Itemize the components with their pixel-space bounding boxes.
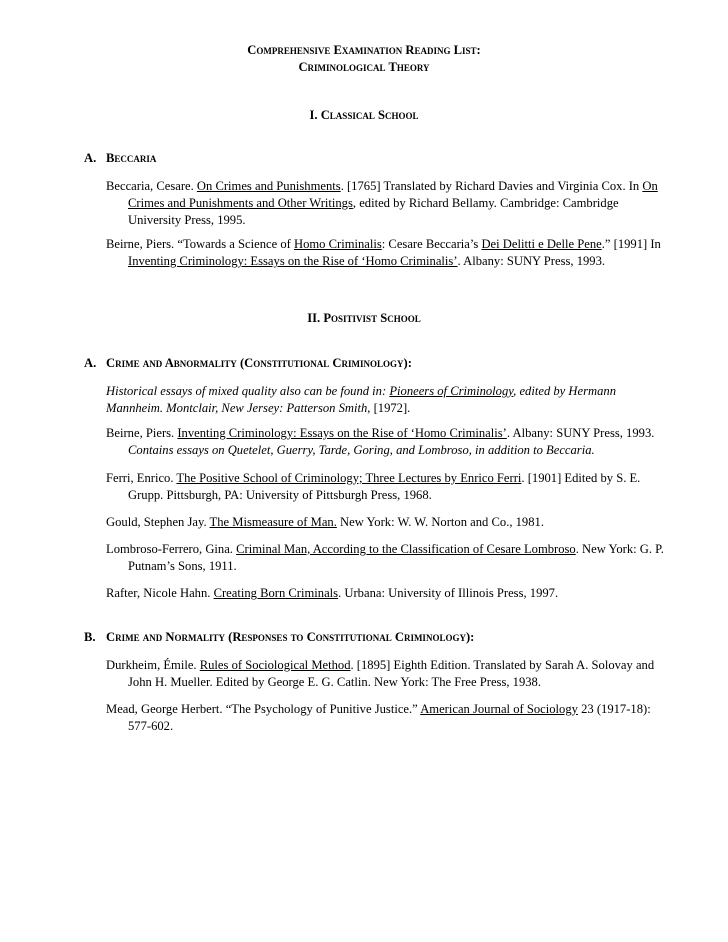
entry-text: , edited by Hermann Mannheim. Montclair, New Jersey: Patterson Smith,	[106, 384, 616, 415]
entry-text: Gould, Stephen Jay.	[106, 515, 210, 529]
entry-title: On Crimes and Punishments	[196, 179, 341, 193]
entry-text: Beirne, Piers. “Towards a Science of	[106, 237, 294, 251]
entry-title: Inventing Criminology: Essays on the Rise of ‘Homo Criminalis’	[177, 426, 507, 440]
entry-text: Mead, George Herbert. “The Psychology of Punitive Justice.”	[106, 702, 421, 716]
entry-text: . [1765] Translated by Richard Davies and Virginia Cox. In	[340, 179, 643, 193]
section-title: Crime and Abnormality (Constitutional Criminology):	[106, 356, 412, 370]
entry-text: Rafter, Nicole Hahn.	[106, 586, 214, 600]
entry-text: . Urbana: University of Illinois Press, 1997.	[338, 586, 559, 600]
entry-title: On Crimes and Punishments and Other Writings	[128, 179, 658, 210]
entry-text: .” [1991] In	[601, 237, 661, 251]
entry-text: . Albany: SUNY Press, 1993.	[506, 426, 655, 440]
bibliography-entry	[106, 657, 668, 691]
section-heading-beccaria	[84, 150, 156, 167]
entry-annotation: Contains essays on Quetelet, Guerry, Tarde, Goring, and Lombroso, in addition to Beccaria.	[128, 443, 595, 457]
entry-text: . [1895] Eighth Edition. Translated by Sarah A. Solovay and John H. Mueller. Edited by George E. G. Catlin. New York: The Free Press, 1938.	[128, 658, 655, 689]
bibliography-entry	[106, 178, 668, 229]
section-heading-crime-and-abnormality	[84, 355, 412, 372]
bibliography-entry	[106, 541, 668, 575]
entry-text: Lombroso-Ferrero, Gina.	[106, 542, 237, 556]
entry-text: Beirne, Piers.	[106, 426, 178, 440]
entry-title: Homo Criminalis	[293, 237, 382, 251]
entry-text: Beccaria, Cesare.	[106, 179, 197, 193]
bibliography-entry	[106, 236, 668, 270]
entry-text: Historical essays of mixed quality also can be found in:	[106, 384, 390, 398]
document-title-line-2: Criminological Theory	[298, 60, 430, 74]
bibliography-entry	[106, 585, 668, 602]
entry-title: Rules of Sociological Method	[199, 658, 351, 672]
bibliography-entry	[106, 470, 668, 504]
bibliography-note	[106, 383, 646, 417]
entry-title: Pioneers of Criminology	[389, 384, 514, 398]
entry-text: , edited by Richard Bellamy. Cambridge: Cambridge University Press, 1995.	[128, 196, 619, 227]
entry-title: The Positive School of Criminology; Three Lectures by Enrico Ferri	[176, 471, 522, 485]
section-heading-crime-and-normality	[84, 629, 474, 646]
document-title-line-1: Comprehensive Examination Reading List:	[247, 43, 481, 57]
entry-text: . Albany: SUNY Press, 1993.	[457, 254, 606, 268]
entry-text: . [1901] Edited by S. E. Grupp. Pittsburgh, PA: University of Pittsburgh Press, 1968.	[128, 471, 641, 502]
part-heading-positivist-school: II. Positivist School	[307, 311, 421, 325]
entry-title: Inventing Criminology: Essays on the Rise of ‘Homo Criminalis’	[128, 254, 458, 268]
section-letter: A.	[84, 356, 97, 370]
bibliography-entry	[106, 425, 668, 459]
entry-title: The Mismeasure of Man.	[209, 515, 337, 529]
entry-title: Dei Delitti e Delle Pene	[481, 237, 602, 251]
entry-text: Durkheim, Émile.	[106, 658, 200, 672]
entry-text: : Cesare Beccaria’s	[381, 237, 482, 251]
section-title: Crime and Normality (Responses to Constitutional Criminology):	[106, 630, 475, 644]
entry-text: [1972].	[373, 401, 411, 415]
bibliography-entry	[106, 514, 668, 531]
section-letter: A.	[84, 151, 97, 165]
entry-text: Ferri, Enrico.	[106, 471, 177, 485]
entry-text: 23 (1917-18): 577-602.	[128, 702, 651, 733]
part-heading-classical-school: I. Classical School	[309, 108, 419, 122]
entry-title: Creating Born Criminals	[213, 586, 339, 600]
entry-title: Criminal Man, According to the Classification of Cesare Lombroso	[236, 542, 576, 556]
section-letter: B.	[84, 630, 96, 644]
entry-text: New York: W. W. Norton and Co., 1981.	[336, 515, 544, 529]
section-title: Beccaria	[106, 151, 157, 165]
entry-text: . New York: G. P. Putnam’s Sons, 1911.	[128, 542, 664, 573]
bibliography-entry	[106, 701, 668, 735]
entry-title: American Journal of Sociology	[420, 702, 578, 716]
